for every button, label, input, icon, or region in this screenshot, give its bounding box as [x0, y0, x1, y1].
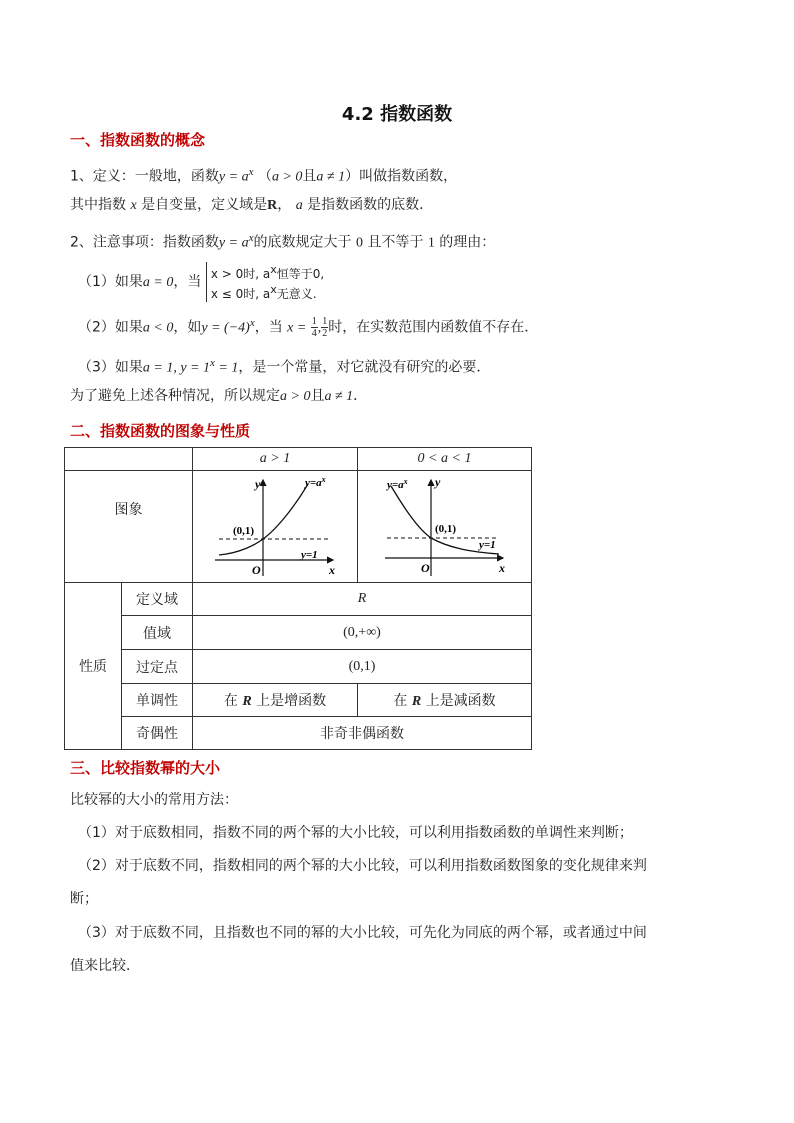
- line2-a: 其中指数: [70, 197, 126, 213]
- conclusion-line: [70, 386, 367, 407]
- row-parity: [65, 717, 532, 750]
- origin-label: O: [252, 562, 261, 577]
- method-2-line2: 断；: [70, 891, 98, 907]
- case2-exp: x: [249, 317, 255, 329]
- concl-prefix: 为了避免上述各种情况，所以规定: [70, 388, 280, 404]
- curve-label: $y=a^x$: [386, 476, 408, 491]
- def-func: y = a: [218, 169, 249, 185]
- header-a-between-0-1: 0 < a < 1: [358, 448, 532, 471]
- page-title: 4.2 指数函数: [341, 104, 453, 125]
- fraction-quarter: $\frac{1}{4}$: [311, 316, 317, 340]
- line2-d: 是指数函数的底数．: [307, 197, 434, 213]
- section-heading-graph-properties: 二、指数函数的图象与性质: [70, 422, 251, 440]
- case3-prefix: （3）如果: [78, 359, 143, 376]
- graph-row: [65, 471, 532, 583]
- line2-a2: a: [295, 198, 303, 213]
- x-axis-label: x: [329, 562, 335, 577]
- case1-brace: [206, 262, 324, 302]
- note-line: [70, 228, 495, 254]
- case2-line: [78, 313, 538, 339]
- increasing-exponential-graph: [205, 474, 345, 580]
- hline-label: y=1: [478, 538, 496, 551]
- concl-b: a ≠ 1: [324, 389, 354, 404]
- property-value: (0,+∞): [193, 616, 532, 650]
- monotonicity-decreasing: 在 R 上是减函数: [358, 684, 532, 717]
- decreasing-exponential-graph: [375, 474, 515, 580]
- origin-label: O: [420, 560, 430, 575]
- y-axis-label: y: [255, 476, 261, 491]
- graph-label: 图象: [65, 471, 193, 583]
- note-suffix: 的理由：: [439, 234, 496, 251]
- property-value: (0,1): [193, 650, 532, 684]
- compare-intro: 比较幂的大小的常用方法：: [70, 792, 238, 808]
- case1-prefix: （1）如果: [78, 274, 143, 290]
- method-3-line2: 值来比较．: [70, 958, 140, 974]
- case1-branch2: x ≤ 0时, $a^x$无意义.: [210, 283, 317, 301]
- method-1: （1）对于底数相同，指数不同的两个幂的大小比较，可以利用指数函数的单调性来判断；: [78, 825, 633, 841]
- case3-suffix: ，是一个常量，对它就没有研究的必要．: [238, 359, 491, 376]
- case3-exp: x: [210, 357, 215, 369]
- note-func: y = a: [218, 235, 249, 251]
- line2-x: x: [130, 198, 137, 213]
- case3-line: [78, 353, 490, 379]
- header-row: [65, 448, 532, 471]
- case2-x: x =: [287, 320, 307, 336]
- method-3-line1: （3）对于底数不同，且指数也不同的幂的大小比较，可先化为同底的两个幂，或者通过中间: [78, 925, 647, 941]
- note-mid: 的底数规定大于: [253, 234, 352, 251]
- domain-line: [70, 195, 433, 216]
- case2-suffix: 时，在实数范围内函数值不存在．: [328, 319, 539, 336]
- case1-branch1: x > 0时, $a^x$恒等于0,: [210, 263, 325, 281]
- row-fixed-point: [65, 650, 532, 684]
- section-heading-concept: 一、指数函数的概念: [70, 131, 206, 149]
- case2-func: y = (−4): [201, 320, 250, 336]
- y-axis-label: y: [434, 474, 440, 489]
- header-a-gt-1: a > 1: [193, 448, 358, 471]
- case1-when: ，当: [173, 274, 202, 290]
- properties-table: [64, 447, 532, 750]
- case1-cond: a = 0: [142, 275, 174, 290]
- fraction-half: $\frac{1}{2}$: [322, 316, 328, 340]
- method-2-line1: （2）对于底数不同，指数相同的两个幂的大小比较，可以利用指数函数图象的变化规律来判: [78, 858, 647, 874]
- case2-prefix: （2）如果: [78, 319, 143, 336]
- def-cond-close: ）: [345, 168, 360, 185]
- def-prefix: 1、定义：一般地，函数: [70, 168, 219, 185]
- case2-comma: ,: [317, 320, 322, 336]
- graph-cell-decreasing: [358, 471, 532, 583]
- note-prefix: 2、注意事项：指数函数: [70, 234, 219, 251]
- property-name: 值域: [122, 616, 193, 650]
- def-cond-b: a ≠ 1: [316, 169, 346, 185]
- note-mid2: 且不等于: [367, 234, 424, 251]
- x-axis-label: x: [498, 560, 505, 575]
- row-monotonicity: [65, 684, 532, 717]
- def-cond-open: （: [257, 168, 272, 185]
- property-name: 奇偶性: [122, 717, 193, 750]
- case2-cond: a < 0: [142, 320, 174, 336]
- row-range: [65, 616, 532, 650]
- concl-a: a > 0: [280, 389, 311, 404]
- concl-and: 且: [310, 388, 325, 404]
- monotonicity-increasing: 在 R 上是增函数: [193, 684, 358, 717]
- property-value: 非奇非偶函数: [193, 717, 532, 750]
- line2-b: 是自变量，定义域是: [141, 197, 268, 213]
- line2-c: ，: [277, 197, 292, 213]
- def-cond-and: 且: [302, 168, 317, 185]
- graph-cell-increasing: [193, 471, 358, 583]
- case3-eq: = 1: [214, 360, 239, 376]
- property-value: R: [193, 583, 532, 616]
- row-domain: [65, 583, 532, 616]
- curve-label: $y=a^x$: [305, 474, 326, 489]
- header-empty-cell: [65, 448, 193, 471]
- def-exp: x: [248, 166, 254, 178]
- case1-line: [78, 262, 324, 302]
- note-one: 1: [427, 235, 435, 251]
- point-0-1-label: (0,1): [434, 522, 456, 535]
- definition-line: [70, 162, 457, 188]
- hline-label: y=1: [301, 548, 318, 561]
- case3-cond: a = 1, y = 1: [142, 360, 211, 376]
- note-zero: 0: [355, 235, 363, 251]
- property-name: 定义域: [122, 583, 193, 616]
- def-suffix: 叫做指数函数，: [359, 168, 458, 185]
- property-name: 单调性: [122, 684, 193, 717]
- point-0-1-label: (0,1): [233, 524, 255, 537]
- section-heading-compare: 三、比较指数幂的大小: [70, 759, 221, 777]
- property-name: 过定点: [122, 650, 193, 684]
- concl-end: ．: [353, 388, 368, 404]
- def-cond-a: a > 0: [271, 169, 303, 185]
- case2-mid: ，如: [173, 319, 202, 336]
- note-exp: x: [248, 232, 254, 244]
- line2-R: R: [267, 198, 278, 213]
- case2-mid2: ，当: [254, 319, 283, 336]
- properties-label: 性质: [65, 583, 122, 750]
